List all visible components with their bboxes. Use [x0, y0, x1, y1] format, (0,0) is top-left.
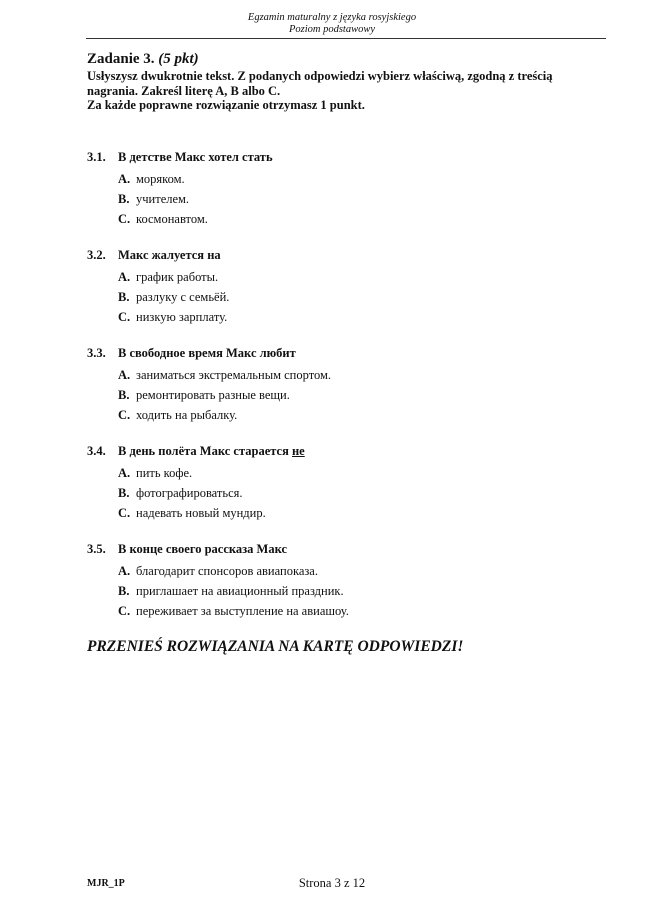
option-letter[interactable]: C. [118, 310, 131, 324]
task-title [87, 50, 617, 68]
task-instructions [87, 69, 617, 113]
option-text: низкую зарплату. [136, 310, 228, 324]
option-letter[interactable]: C. [118, 506, 131, 520]
option-text: благодарит спонсоров авиапоказа. [136, 564, 318, 578]
option-letter[interactable]: B. [118, 290, 130, 304]
option-letter[interactable]: B. [118, 486, 130, 500]
answer-option-c[interactable] [87, 307, 617, 327]
task-points: (5 pkt) [158, 51, 199, 67]
option-letter[interactable]: A. [118, 564, 131, 578]
option-letter[interactable]: A. [118, 172, 131, 186]
question-text: В детстве Макс хотел стать [118, 150, 273, 164]
answer-option-a[interactable] [87, 267, 617, 287]
header-exam-title: Egzamin maturalny z języka rosyjskiego [247, 12, 417, 23]
option-text: фотографироваться. [136, 486, 243, 500]
option-letter[interactable]: B. [118, 584, 130, 598]
question-number: 3.1. [87, 150, 106, 164]
option-text: ходить на рыбалку. [136, 408, 238, 422]
instruction-line: Usłyszysz dwukrotnie tekst. Z podanych odpowiedzi wybierz właściwą, zgodną z treścią [87, 69, 553, 83]
answer-option-c[interactable] [87, 209, 617, 229]
question-stem [87, 150, 617, 165]
question-list [87, 150, 617, 640]
question-3-2 [87, 248, 617, 346]
answer-options [87, 169, 617, 229]
question-stem [87, 444, 617, 459]
answer-option-a[interactable] [87, 463, 617, 483]
answer-option-a[interactable] [87, 169, 617, 189]
answer-options [87, 365, 617, 425]
option-text: заниматься экстремальным спортом. [136, 368, 332, 382]
option-text: пить кофе. [136, 466, 193, 480]
question-number: 3.3. [87, 346, 106, 360]
instruction-line: nagrania. Zakreśl literę A, B albo C. [87, 83, 281, 98]
answer-options [87, 463, 617, 523]
header-divider [86, 38, 606, 39]
question-stem [87, 542, 617, 557]
option-letter[interactable]: A. [118, 466, 131, 480]
question-text: В свободное время Макс любит [118, 346, 296, 360]
option-text: приглашает на авиационный праздник. [136, 584, 344, 598]
answer-options [87, 267, 617, 327]
option-text: надевать новый мундир. [136, 506, 266, 520]
option-letter[interactable]: C. [118, 604, 131, 618]
header-level: Poziom podstawowy [288, 24, 376, 35]
question-3-3 [87, 346, 617, 444]
option-letter[interactable]: A. [118, 270, 131, 284]
option-text: разлуку с семьёй. [136, 290, 230, 304]
option-letter[interactable]: A. [118, 368, 131, 382]
answer-option-b[interactable] [87, 581, 617, 601]
question-3-5 [87, 542, 617, 640]
answer-option-c[interactable] [87, 601, 617, 621]
option-text: переживает за выступление на авиашоу. [136, 604, 349, 618]
question-stem [87, 248, 617, 263]
option-letter[interactable]: C. [118, 212, 131, 226]
question-number: 3.5. [87, 542, 106, 556]
answer-option-b[interactable] [87, 287, 617, 307]
answer-option-c[interactable] [87, 503, 617, 523]
answer-option-b[interactable] [87, 189, 617, 209]
option-text: учителем. [136, 192, 190, 206]
footer-page-number: Strona 3 z 12 [298, 876, 366, 890]
option-letter[interactable]: C. [118, 408, 131, 422]
question-3-1 [87, 150, 617, 248]
option-text: космонавтом. [136, 212, 208, 226]
question-3-4 [87, 444, 617, 542]
answer-option-a[interactable] [87, 561, 617, 581]
question-text: Макс жалуется на [118, 248, 221, 262]
question-emphasis: не [291, 444, 305, 458]
transfer-notice: PRZENIEŚ ROZWIĄZANIA NA KARTĘ ODPOWIEDZI! [87, 638, 464, 655]
answer-options [87, 561, 617, 621]
footer-exam-code: MJR_1P [87, 878, 125, 889]
answer-option-b[interactable] [87, 385, 617, 405]
option-text: моряком. [136, 172, 185, 186]
page-header [0, 12, 664, 36]
option-letter[interactable]: B. [118, 192, 130, 206]
answer-option-c[interactable] [87, 405, 617, 425]
answer-option-b[interactable] [87, 483, 617, 503]
instruction-line: Za każde poprawne rozwiązanie otrzymasz 1 punkt. [87, 98, 365, 112]
question-stem [87, 346, 617, 361]
option-text: график работы. [136, 270, 219, 284]
task-section [87, 50, 617, 113]
task-label: Zadanie 3. [87, 51, 155, 67]
option-letter[interactable]: B. [118, 388, 130, 402]
question-number: 3.4. [87, 444, 106, 458]
option-text: ремонтировать разные вещи. [136, 388, 290, 402]
question-number: 3.2. [87, 248, 106, 262]
answer-option-a[interactable] [87, 365, 617, 385]
question-text: В конце своего рассказа Макс [118, 542, 288, 556]
question-text: В день полёта Макс старается [118, 444, 292, 458]
